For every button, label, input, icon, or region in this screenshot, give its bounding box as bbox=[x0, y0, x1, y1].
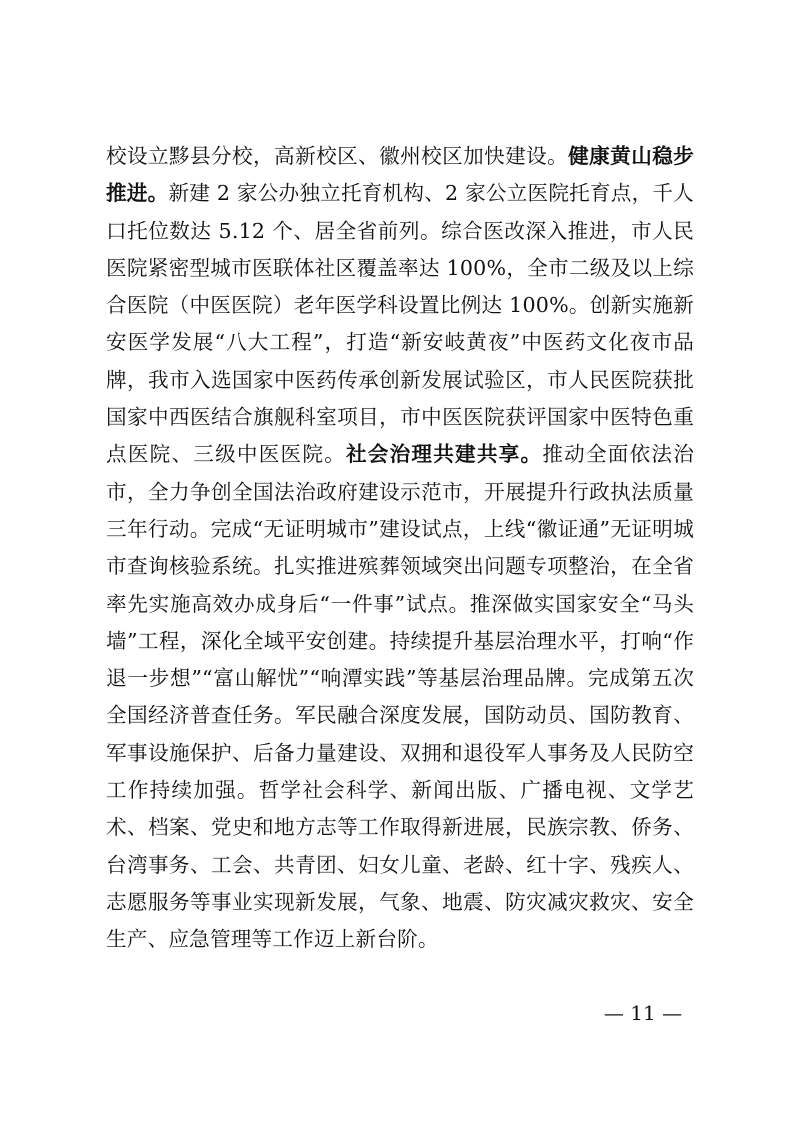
page-number: — 11 — bbox=[603, 1001, 683, 1025]
text-segment-3: 新建 2 家公办独立托育机构、2 家公立医院托育点，千人口托位数达 5.12 个、居全省前列。综合医改深入推进，市人民医院紧密型城市医联体社区覆盖率达 100%，全市二级及以上综合医院（中医医院）老年医学科设置比例达 100%。创新实施新安医学发展“八大工程”，打造“新安岐黄夜”中医药文化夜市品牌，我市入选国家中医药传承创新发展试验区，市人民医院获批国家中西医结合旗舰科室项目，市中医医院获评国家中医特色重点医院、三级中医医院。 bbox=[106, 181, 694, 467]
section-heading-social-governance: 社会治理共建共享。 bbox=[345, 442, 543, 467]
body-paragraph bbox=[106, 138, 694, 959]
text-segment-5: 推动全面依法治市，全力争创全国法治政府建设示范市，开展提升行政执法质量三年行动。完成“无证明城市”建设试点，上线“徽证通”无证明城市查询核验系统。扎实推进殡葬领域突出问题专项整治，在全省率先实施高效办成身后“一件事”试点。推深做实国家安全“马头墙”工程，深化全域平安创建。持续提升基层治理水平，打响“作退一步想”“富山解忧”“响潭实践”等基层治理品牌。完成第五次全国经济普查任务。军民融合深度发展，国防动员、国防教育、军事设施保护、后备力量建设、双拥和退役军人事务及人民防空工作持续加强。哲学社会科学、新闻出版、广播电视、文学艺术、档案、党史和地方志等工作取得新进展，民族宗教、侨务、台湾事务、工会、共青团、妇女儿童、老龄、红十字、残疾人、志愿服务等事业实现新发展，气象、地震、防灾减灾救灾、安全生产、应急管理等工作迈上新台阶。 bbox=[106, 442, 694, 952]
section-heading-healthy-huangshan: 健康黄山稳步推进。 bbox=[106, 144, 695, 206]
text-segment-1: 校设立黟县分校，高新校区、徽州校区加快建设。 bbox=[106, 144, 569, 168]
